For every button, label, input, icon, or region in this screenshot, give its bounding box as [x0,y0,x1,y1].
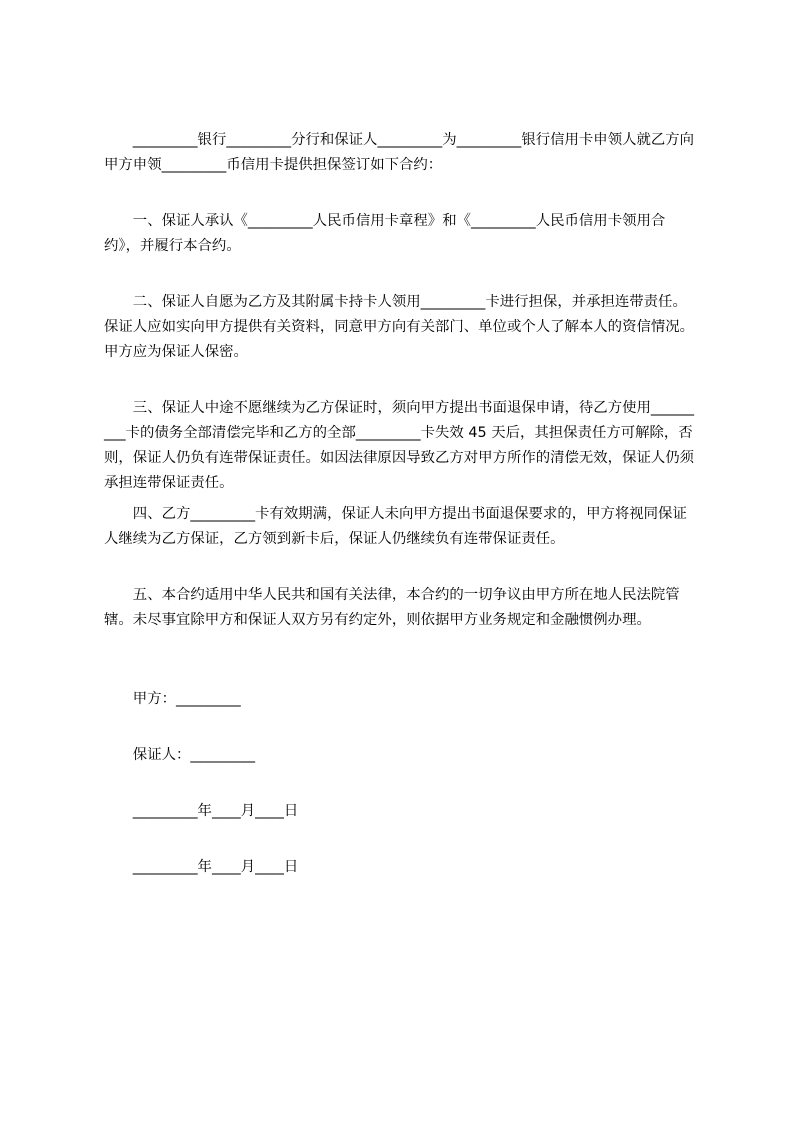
clause-5: 五、本合约适用中华人民共和国有关法律，本合约的一切争议由甲方所在地人民法院管辖。未尽事宜除甲方和保证人双方另有约定外，则依据甲方业务规定和金融惯例办理。 [104,587,680,628]
contract-body [104,128,700,880]
contract-intro: _________银行_________分行和保证人_________为_________银行信用卡申领人就乙方向甲方申领_________币信用卡提供担保签订如下合约： [104,132,695,173]
clause-3: 三、保证人中途不愿继续为乙方保证时，须向甲方提出书面退保申请，待乙方使用_________卡的债务全部清偿完毕和乙方的全部_________卡失效 45 天后，其担保责任方可解除，否则，保证人仍负有连带保证责任。如因法律原因导致乙方对甲方所作的清偿无效，保证人仍须承担连带保证责任。 [104,400,695,491]
party-a-signature: 甲方：_________ [132,691,241,707]
signature-date-1: _________年____月____日 [132,803,299,819]
clause-4: 四、乙方_________卡有效期满，保证人未向甲方提出书面退保要求的，甲方将视同保证人继续为乙方保证，乙方领到新卡后，保证人仍继续负有连带保证责任。 [104,506,687,547]
clause-2: 二、保证人自愿为乙方及其附属卡持卡人领用_________卡进行担保，并承担连带责任。保证人应如实向甲方提供有关资料，同意甲方向有关部门、单位或个人了解本人的资信情况。甲方应为保证人保密。 [104,294,695,360]
signature-date-2: _________年____月____日 [132,859,299,875]
clause-1: 一、保证人承认《_________人民币信用卡章程》和《_________人民币信用卡领用合约》，并履行本合约。 [104,213,666,254]
guarantor-signature: 保证人：_________ [132,747,256,763]
